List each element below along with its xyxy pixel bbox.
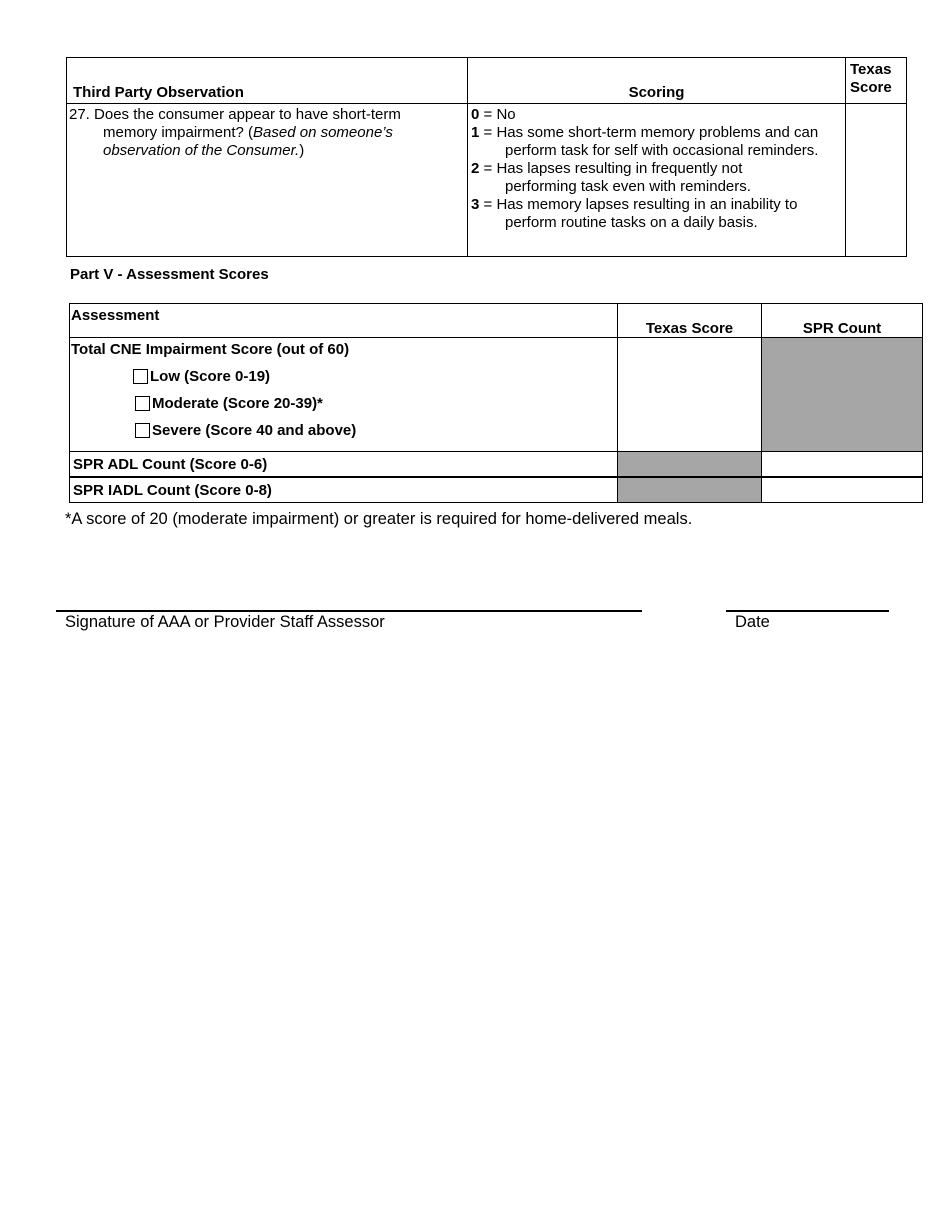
severe-checkbox[interactable] <box>135 423 150 438</box>
spr-count-column-header: SPR Count <box>762 304 923 338</box>
score-option-1-cont: perform task for self with occasional reminders. <box>505 142 819 159</box>
texas-score-column-header: Texas Score <box>618 304 762 338</box>
date-label: Date <box>735 613 770 631</box>
option-severe[interactable] <box>71 417 617 444</box>
signature-line[interactable] <box>56 610 642 612</box>
spr-iadl-label: SPR IADL Count (Score 0-8) <box>70 477 618 503</box>
score-option-3-cont: perform routine tasks on a daily basis. <box>505 214 758 231</box>
iadl-spr-count-cell[interactable] <box>762 477 923 503</box>
total-cne-label: Total CNE Impairment Score (out of 60) <box>71 341 350 358</box>
spr-adl-label: SPR ADL Count (Score 0-6) <box>70 452 618 478</box>
texas-score-header <box>846 58 907 104</box>
score-option-2: 2 = Has lapses resulting in frequently not <box>471 160 743 177</box>
score-option-3: 3 = Has memory lapses resulting in an inability to <box>471 196 798 213</box>
moderate-checkbox[interactable] <box>135 396 150 411</box>
total-texas-score-cell[interactable] <box>618 338 762 452</box>
total-cne-cell <box>70 338 618 452</box>
option-severe-label: Severe (Score 40 and above) <box>152 422 357 439</box>
option-moderate[interactable] <box>71 390 617 417</box>
assessment-header: Assessment <box>70 304 618 338</box>
date-line[interactable] <box>726 610 889 612</box>
score-option-1: 1 = Has some short-term memory problems and can <box>471 124 819 141</box>
third-party-header: Third Party Observation <box>67 58 468 104</box>
score-option-0: 0 = No <box>471 106 516 123</box>
footnote: *A score of 20 (moderate impairment) or greater is required for home-delivered meals. <box>65 510 693 528</box>
question-line: observation of the Consumer.) <box>103 142 305 159</box>
score-option-2-cont: performing task even with reminders. <box>505 178 751 195</box>
question-line: memory impairment? (Based on someone’s <box>103 124 393 141</box>
question-27 <box>67 104 468 257</box>
scoring-options <box>468 104 846 257</box>
signature-label: Signature of AAA or Provider Staff Assessor <box>65 613 385 631</box>
texas-score-cell[interactable] <box>846 104 907 257</box>
adl-spr-count-cell[interactable] <box>762 452 923 478</box>
option-low[interactable] <box>71 363 617 390</box>
part-v-title: Part V - Assessment Scores <box>70 266 269 283</box>
option-low-label: Low (Score 0-19) <box>150 368 271 385</box>
total-spr-count-shaded <box>762 338 923 452</box>
option-moderate-label: Moderate (Score 20-39)* <box>152 395 323 412</box>
adl-texas-score-shaded <box>618 452 762 478</box>
scoring-header: Scoring <box>468 58 846 104</box>
iadl-texas-score-shaded <box>618 477 762 503</box>
observation-table <box>66 57 907 257</box>
assessment-scores-table <box>69 303 923 503</box>
question-line: 27. Does the consumer appear to have short-term <box>69 106 401 123</box>
texas-score-header-line2: Score <box>850 79 892 96</box>
texas-score-header-line1: Texas <box>850 61 892 78</box>
low-checkbox[interactable] <box>133 369 148 384</box>
